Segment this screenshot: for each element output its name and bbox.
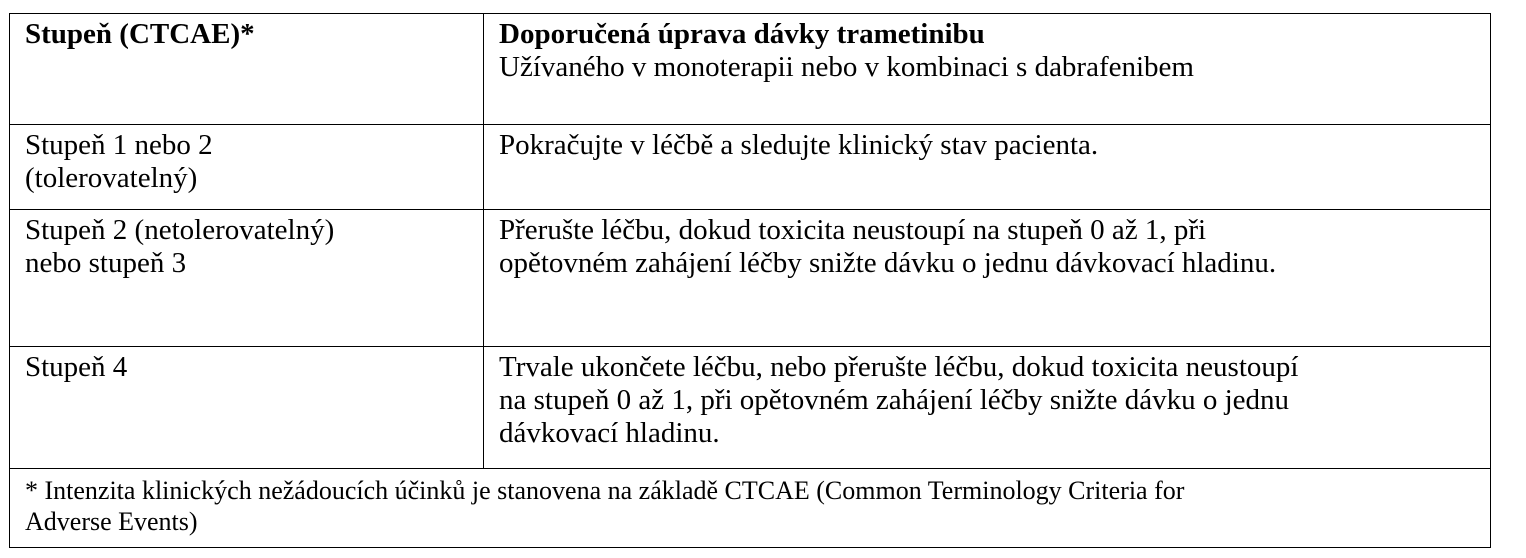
action-cell (484, 210, 1491, 347)
footnote-cell (10, 469, 1491, 548)
dose-modification-table (9, 13, 1491, 548)
header-dose-subtitle: Užívaného v monoterapii nebo v kombinaci s dabrafenibem (499, 51, 1194, 83)
grade-cell (10, 125, 484, 210)
table-row (10, 125, 1491, 210)
action-line: dávkovací hladinu. (499, 417, 720, 449)
grade-line: Stupeň 2 (netolerovatelný) (25, 214, 335, 246)
action-cell (484, 347, 1491, 469)
table-footnote-row (10, 469, 1491, 548)
action-line: Pokračujte v léčbě a sledujte klinický stav pacienta. (499, 129, 1099, 161)
grade-cell (10, 210, 484, 347)
footnote-line: Adverse Events) (25, 507, 198, 536)
action-line: na stupeň 0 až 1, při opětovném zahájení léčby snižte dávku o jednu (499, 384, 1289, 416)
header-dose-title: Doporučená úprava dávky trametinibu (499, 18, 985, 50)
footnote-line: * Intenzita klinických nežádoucích účinků je stanovena na základě CTCAE (Common Terminology Criteria for (25, 476, 1185, 505)
table-header-row (10, 14, 1491, 125)
action-line: Trvale ukončete léčbu, nebo přerušte léčbu, dokud toxicita neustoupí (499, 351, 1299, 383)
grade-line: Stupeň 1 nebo 2 (25, 129, 213, 161)
action-line: Přerušte léčbu, dokud toxicita neustoupí na stupeň 0 až 1, při (499, 214, 1207, 246)
header-dose-cell (484, 14, 1491, 125)
action-cell (484, 125, 1491, 210)
header-grade-cell: Stupeň (CTCAE)* (10, 14, 484, 125)
grade-cell (10, 347, 484, 469)
grade-line: Stupeň 4 (25, 351, 128, 383)
grade-line: nebo stupeň 3 (25, 247, 187, 279)
action-line: opětovném zahájení léčby snižte dávku o jednu dávkovací hladinu. (499, 247, 1277, 279)
table-row (10, 347, 1491, 469)
grade-line: (tolerovatelný) (25, 162, 198, 194)
table-row (10, 210, 1491, 347)
